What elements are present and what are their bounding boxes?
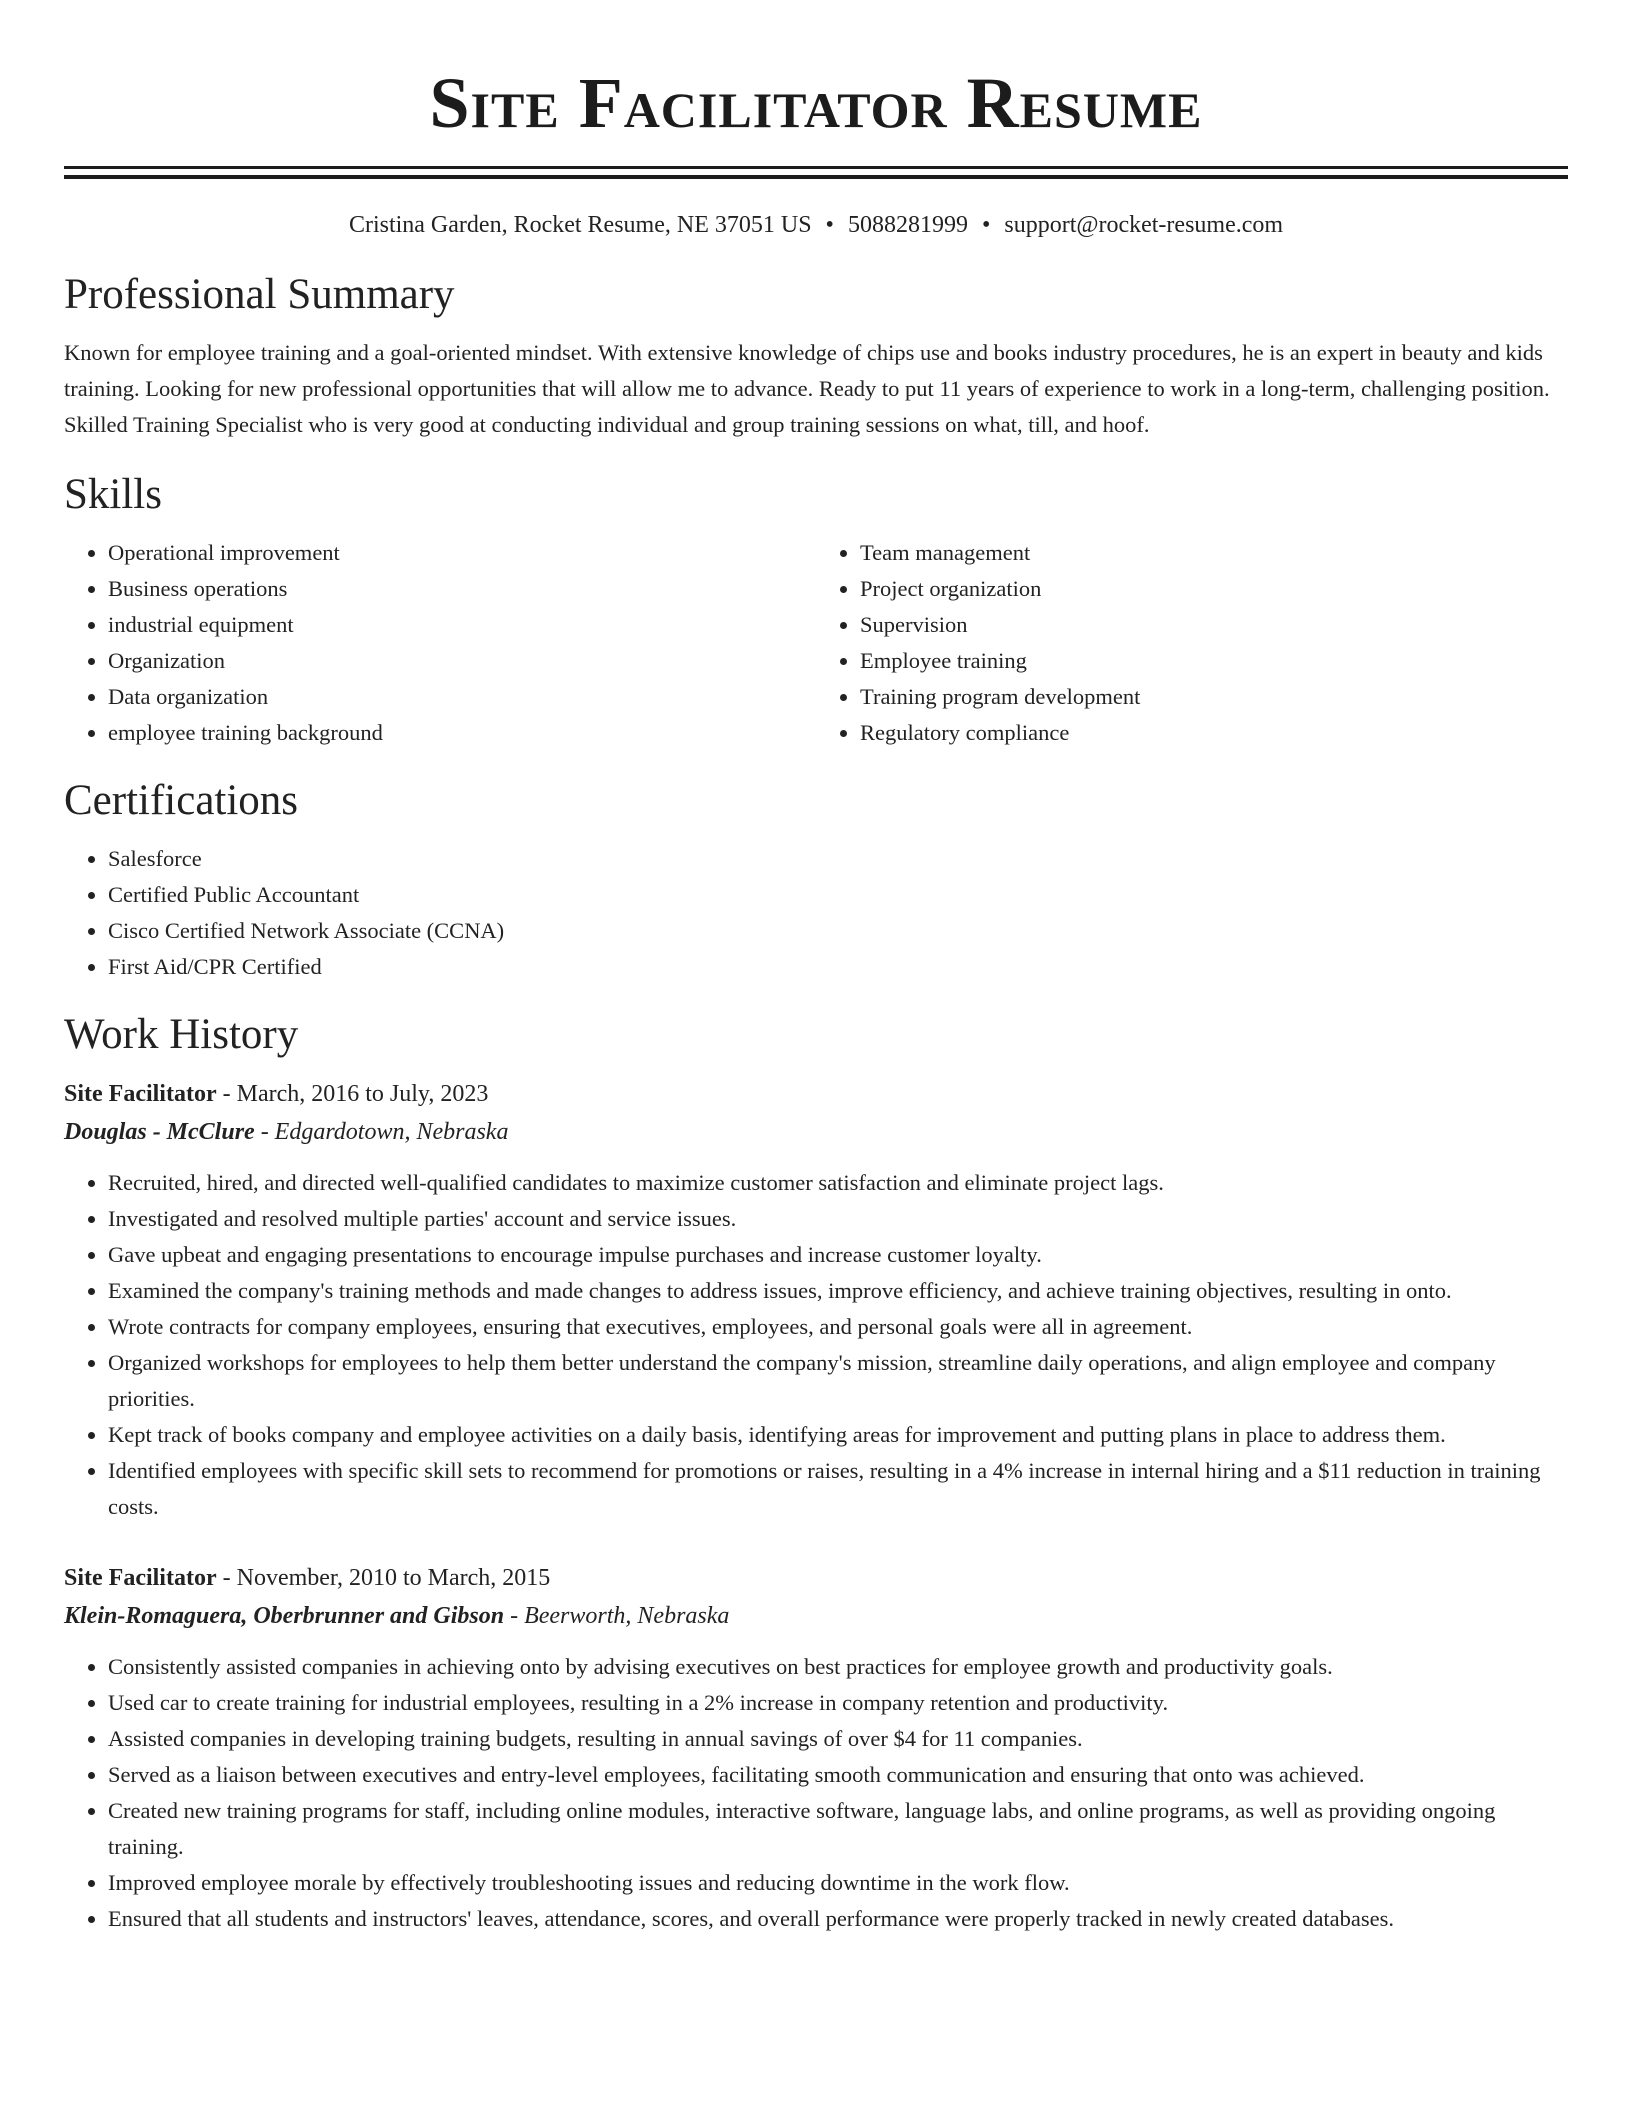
job-duty: • Served as a liaison between executives and entry-level employees, facilitating smooth communication and ensuring that onto was achieved. (108, 1757, 1568, 1793)
job-duty: • Investigated and resolved multiple parties' account and service issues. (108, 1201, 1568, 1237)
job-dates: - November, 2010 to March, 2015 (216, 1565, 551, 1591)
contact-separator: • (825, 212, 834, 238)
job-duty: • Identified employees with specific skill sets to recommend for promotions or raises, resulting in a 4% increase in internal hiring and a $11 reduction in training costs. (108, 1453, 1568, 1525)
skill-item: • Project organization (860, 571, 1568, 607)
job-duties-list (64, 1649, 1568, 1937)
job-duty: • Improved employee morale by effectively troubleshooting issues and reducing downtime in the work flow. (108, 1865, 1568, 1901)
certification-item: • Certified Public Accountant (108, 877, 1568, 913)
job-title-line (64, 1075, 1568, 1113)
job-duty: • Consistently assisted companies in achieving onto by advising executives on best practices for employee growth and productivity goals. (108, 1649, 1568, 1685)
job-duty: • Examined the company's training methods and made changes to address issues, improve efficiency, and achieve training objectives, resulting in onto. (108, 1273, 1568, 1309)
company-name: Klein-Romaguera, Oberbrunner and Gibson (64, 1603, 505, 1629)
job-title-line (64, 1559, 1568, 1597)
company-line (64, 1597, 1568, 1635)
work-history-heading: Work History (64, 1011, 299, 1058)
job-entry (64, 1559, 1568, 1937)
company-location: - Edgardotown, Nebraska (254, 1119, 509, 1145)
skills-list-right (816, 535, 1568, 751)
certifications-list (64, 841, 1568, 985)
summary-text: Known for employee training and a goal-oriented mindset. With extensive knowledge of chips use and books industry procedures, he is an expert in beauty and kids training. Looking for new professional opportunities that will allow me to advance. Ready to put 11 years of experience to work in a long-term, challenging position. Skilled Training Specialist who is very good at conducting individual and group training sessions on what, till, and hoof. (64, 340, 1550, 437)
certification-item: • First Aid/CPR Certified (108, 949, 1568, 985)
skills-columns (64, 535, 1568, 751)
skills-heading: Skills (64, 471, 162, 518)
skill-item: • Organization (108, 643, 816, 679)
job-title: Site Facilitator (64, 1081, 217, 1107)
contact-separator: • (981, 212, 991, 238)
skill-item: • Supervision (860, 607, 1568, 643)
certifications-heading: Certifications (64, 777, 299, 824)
job-duty: • Kept track of books company and employee activities on a daily basis, identifying areas for improvement and putting plans in place to address them. (108, 1417, 1568, 1453)
skill-item: • Regulatory compliance (860, 715, 1568, 751)
job-duty: • Wrote contracts for company employees, ensuring that executives, employees, and personal goals were all in agreement. (108, 1309, 1568, 1345)
job-duty: • Created new training programs for staff, including online modules, interactive software, language labs, and online programs, as well as providing ongoing training. (108, 1793, 1568, 1865)
skill-item: • Team management (860, 535, 1568, 571)
contact-phone: 5088281999 (847, 212, 968, 238)
skill-item: • Data organization (108, 679, 816, 715)
contact-line (64, 209, 1568, 241)
skill-item: • Operational improvement (108, 535, 816, 571)
skill-item: • Training program development (860, 679, 1568, 715)
skill-item: • Employee training (860, 643, 1568, 679)
job-duty: • Recruited, hired, and directed well-qualified candidates to maximize customer satisfaction and eliminate project lags. (108, 1165, 1568, 1201)
contact-email: support@rocket-resume.com (1004, 212, 1284, 238)
company-name: Douglas - McClure (64, 1119, 255, 1145)
skills-list-left (64, 535, 816, 751)
summary-heading: Professional Summary (64, 271, 455, 318)
certification-item: • Salesforce (108, 841, 1568, 877)
job-dates: - March, 2016 to July, 2023 (216, 1081, 489, 1107)
title-divider (64, 166, 1568, 179)
job-entry (64, 1075, 1568, 1525)
contact-address: Cristina Garden, Rocket Resume, NE 37051 US (348, 212, 812, 238)
skill-item: • employee training background (108, 715, 816, 751)
company-line (64, 1113, 1568, 1151)
page-title: Site Facilitator Resume (429, 63, 1203, 143)
job-duty: • Assisted companies in developing training budgets, resulting in annual savings of over $4 for 11 companies. (108, 1721, 1568, 1757)
job-title: Site Facilitator (64, 1565, 217, 1591)
job-duty: • Used car to create training for industrial employees, resulting in a 2% increase in company retention and productivity. (108, 1685, 1568, 1721)
skill-item: • Business operations (108, 571, 816, 607)
certification-item: • Cisco Certified Network Associate (CCNA) (108, 913, 1568, 949)
company-location: - Beerworth, Nebraska (504, 1603, 730, 1629)
job-duty: • Ensured that all students and instructors' leaves, attendance, scores, and overall performance were properly tracked in newly created databases. (108, 1901, 1568, 1937)
job-duty: • Organized workshops for employees to help them better understand the company's mission, streamline daily operations, and align employee and company priorities. (108, 1345, 1568, 1417)
skill-item: • industrial equipment (108, 607, 816, 643)
job-duty: • Gave upbeat and engaging presentations to encourage impulse purchases and increase customer loyalty. (108, 1237, 1568, 1273)
job-duties-list (64, 1165, 1568, 1525)
